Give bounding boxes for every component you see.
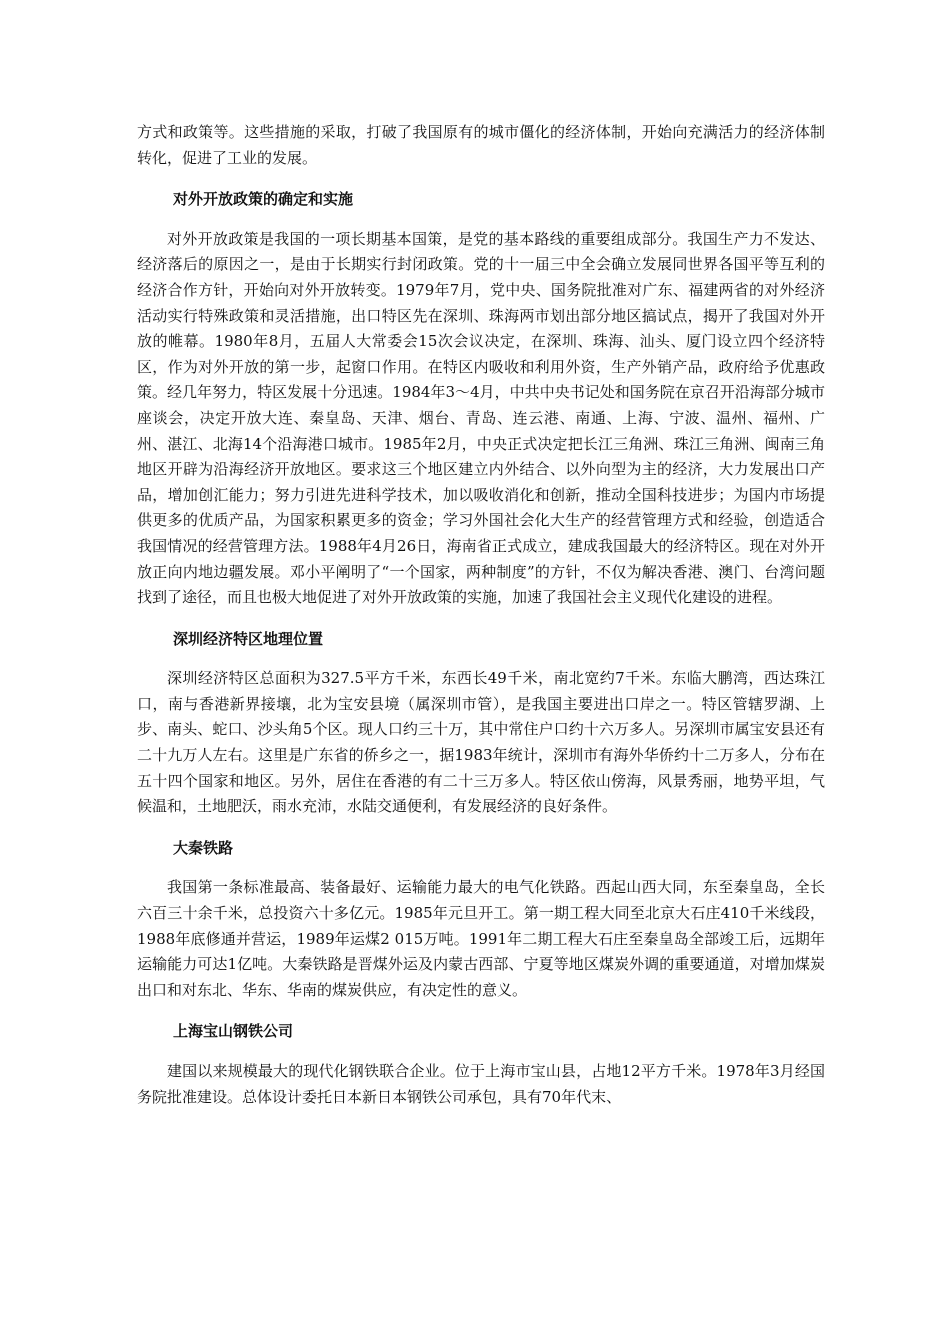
section-heading-daqin-railway: 大秦铁路 [173,838,234,857]
section-body-daqin-railway: 我国第一条标准最高、装备最好、运输能力最大的电气化铁路。西起山西大同，东至秦皇岛，全长六百三十余千米，总投资六十多亿元。1985年元旦开工。第一期工程大同至北京大石庄410千米线段，1988年底修通并营运，1989年运煤2 015万吨。1991年二期工程大石庄至秦皇岛全部竣工后，远期年运输能力可达1亿吨。大秦铁路是晋煤外运及内蒙古西部、宁夏等地区煤炭外调的重要通道，对增加煤炭出口和对东北、华东、华南的煤炭供应，有决定性的意义。 [137,878,825,999]
section-body-opening-policy: 对外开放政策是我国的一项长期基本国策，是党的基本路线的重要组成部分。我国生产力不发达、经济落后的原因之一，是由于长期实行封闭政策。党的十一届三中全会确立发展同世界各国平等互利的经济合作方针，开始向对外开放转变。1979年7月，党中央、国务院批准对广东、福建两省的对外经济活动实行特殊政策和灵活措施，出口特区先在深圳、珠海两市划出部分地区搞试点，揭开了我国对外开放的帷幕。1980年8月，五届人大常委会15次会议决定，在深圳、珠海、汕头、厦门设立四个经济特区，作为对外开放的第一步，起窗口作用。在特区内吸收和利用外资，生产外销产品，政府给予优惠政策。经几年努力，特区发展十分迅速。1984年3～4月，中共中央书记处和国务院在京召开沿海部分城市座谈会，决定开放大连、秦皇岛、天津、烟台、青岛、连云港、南通、上海、宁波、温州、福州、广州、湛江、北海14个沿海港口城市。1985年2月，中央正式决定把长江三角洲、珠江三角洲、闽南三角地区开辟为沿海经济开放地区。要求这三个地区建立内外结合、以外向型为主的经济，大力发展出口产品，增加创汇能力；努力引进先进科学技术，加以吸收消化和创新，推动全国科技进步；为国内市场提供更多的优质产品，为国家积累更多的资金；学习外国社会化大生产的经营管理方式和经验，创造适合我国情况的经营管理方法。1988年4月26日，海南省正式成立，建成我国最大的经济特区。现在对外开放正向内地边疆发展。邓小平阐明了“一个国家，两种制度”的方针，不仅为解决香港、澳门、台湾问题找到了途径，而且也极大地促进了对外开放政策的实施，加速了我国社会主义现代化建设的进程。 [137,229,825,607]
intro-paragraph: 方式和政策等。这些措施的采取，打破了我国原有的城市僵化的经济体制，开始向充满活力的经济体制转化，促进了工业的发展。 [137,123,825,167]
section-heading-baoshan-steel: 上海宝山钢铁公司 [173,1022,294,1041]
section-heading-shenzhen: 深圳经济特区地理位置 [173,629,324,648]
document-page [137,120,825,1126]
section-body-shenzhen: 深圳经济特区总面积为327.5平方千米，东西长49千米，南北宽约7千米。东临大鹏湾，西达珠江口，南与香港新界接壤，北为宝安县境（属深圳市管），是我国主要进出口岸之一。特区管辖罗湖、上步、南头、蛇口、沙头角5个区。现人口约三十万，其中常住户口约十六万多人。另深圳市属宝安县还有二十九万人左右。这里是广东省的侨乡之一，据1983年统计，深圳市有海外华侨约十二万多人，分布在五十四个国家和地区。另外，居住在香港的有二十三万多人。特区依山傍海，风景秀丽，地势平坦，气候温和，土地肥沃，雨水充沛，水陆交通便利，有发展经济的良好条件。 [137,669,825,816]
section-heading-opening-policy: 对外开放政策的确定和实施 [173,190,354,209]
section-body-baoshan-steel: 建国以来规模最大的现代化钢铁联合企业。位于上海市宝山县，占地12平方千米。1978年3月经国务院批准建设。总体设计委托日本新日本钢铁公司承包，具有70年代末、 [137,1062,825,1106]
